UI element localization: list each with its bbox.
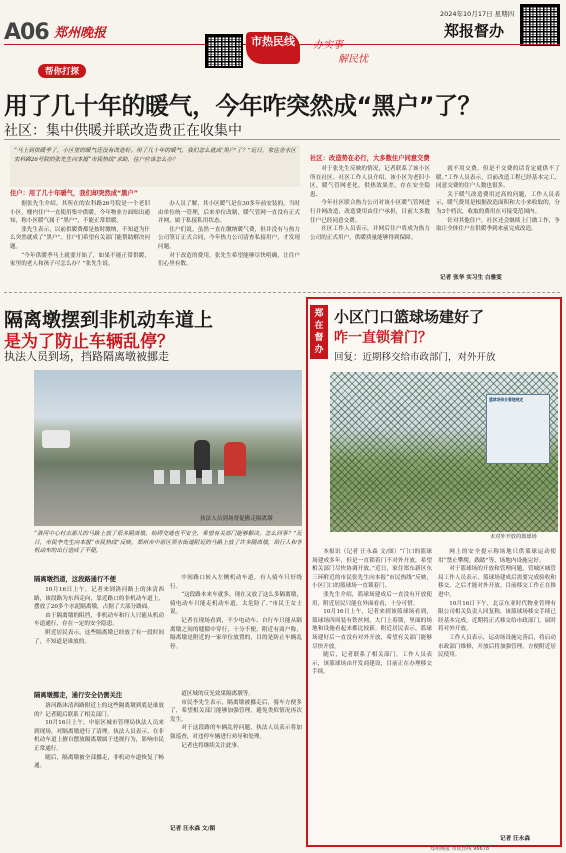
paragraph: 办人员了解，其小区暖气是在30多年前安装的，当时由单位统一管理，后来单位改制，暖气管网一直没有正式并网，属于私接私用状态。 [158,201,300,225]
paragraph: 市民李先生表示，隔离墩被挪走后，骑车方便多了，希望相关部门能够加强管理，避免类似情况再次发生。 [170,699,302,723]
column-logo: 市热民线 [246,32,300,64]
article2-subhead-2: 隔离墩挪走，通行安全仍需关注 [34,692,123,699]
article3-column-2 [438,548,556,830]
article1-title-after: 了？ [434,92,482,120]
article3-column-1 [312,548,432,838]
car-shape [42,430,70,448]
article1-title-before: 用了几十年的暖气，今年咋突然成 [4,92,357,120]
paragraph: 对于改造的费用，张先生希望能够尽快明确，让住户们心里有数。 [158,252,300,268]
paragraph: 10月16日下午，北京东亚时代物业管理有限公司相关负责人回复称，该篮球场移交手续已经基本完成，近期将正式移交给市政部门，届时将对外开放。 [438,600,556,633]
paragraph: 洛河路沐清西路附近上的这些隔离墩到底是谁放的？记者随后联系了相关部门。 [34,703,164,718]
paragraph: 对于这段路的车辆乱停问题，执法人员表示将加强巡查，对违停车辆进行劝导和处理。 [170,725,302,740]
article-divider [4,292,560,293]
article1-subhead-1: 住户：用了几十年暖气，我们却突然成“黑户” [10,190,138,197]
article2-column-1 [34,586,164,688]
paragraph: 随后，隔离墩被全部挪走，非机动车道恢复了畅通。 [34,754,164,770]
tag-char: 督 [314,333,324,343]
paragraph: 张先生表示，以前供暖费都是按时缴纳，不知道为什么突然就成了“黑户”。住户们希望有关部门能帮助解决问题。 [10,226,150,250]
article1-title-quote: “黑户” [356,92,435,120]
page-number: A06 [4,20,49,45]
help-tag: 帮你打探 [38,64,86,78]
column-slogan-1: 办实事 [313,40,343,51]
column-qr-icon [205,34,243,68]
qr-code-icon [520,4,560,46]
basketball-court-photo [330,372,558,532]
tag-char: 郑 [314,309,324,319]
article2-column-3 [34,702,164,842]
bollard-row [154,470,224,484]
article1-column-4 [436,165,560,269]
paper-logo: 郑州晚报 [54,26,107,41]
article3-title: 小区门口篮球场建好了 [334,308,485,326]
column-slogan-2: 解民忧 [338,54,368,65]
article1-title [4,86,564,121]
paragraph: 道区域的反光效果隔离墩等。 [181,691,254,697]
paragraph: 就不用交费，但是不交费的话肯定就供不了暖。”工作人员表示，目前改造工程已经基本完工，同意交费的住户人数也很多。 [436,166,560,190]
article3-title-2: 咋一直锁着门？ [334,330,432,346]
article2-subhead-1: 隔离墩挡道，这段路通行不便 [34,576,116,583]
article1-column-2 [158,200,300,288]
article2-column-2 [170,574,302,684]
rules-sign [486,394,550,464]
tag-char: 在 [314,321,324,331]
article2-lead: “洛河中心村亲那儿的马路上放了很多隔离墩，妨碍交通也不安全，希望有关部门能够解决，怎么回事？”近日，市民李先生向本报“市民热线”反映，郑州市中原区须水街道附近的马路上放了许多隔离墩，给行人和非机动车的出行造成了不便。 [34,531,302,555]
article1-column-3 [310,165,430,279]
paragraph: 据张先生介绍，其所在的农科路26号院是一个老旧小区，楼内住户一直使用集中供暖。今年物业方面贴出通知，称小区暖气属于“黑户”，不能正常供暖。 [10,201,150,225]
paragraph: 今年社区联合热力公司对该小区暖气管网进行并网改造，改造费用由住户承担，目前大多数住户已经同意交费。 [310,200,430,224]
paragraph: 对于张先生反映的情况，记者联系了该小区所在社区。社区工作人员介绍，该小区为老旧小区，暖气管网老化，供热效果差，存在安全隐患。 [310,166,430,198]
paragraph: 针对其他住户，社区还会继续上门做工作，争取让全体住户在供暖季到来前完成改造。 [436,217,560,233]
article2-title: 隔离墩摆到非机动车道上 [4,309,214,331]
supervise-tag [310,305,328,359]
paragraph: 张先生介绍，篮球场建成后一直没有开放使用，附近居民只能在外面看看，十分可惜。 [312,591,432,607]
paragraph: “这段路本来车就多，现在又放了这么多隔离墩，骑电动车只能走机动车道，太危险了。”市民王女士说。 [170,592,302,616]
paragraph: 随后，记者联系了相关部门。工作人员表示，该篮球场由开发商建设，目前正在办理移交手续。 [312,652,432,676]
rules-sign-title: 篮球场综合管理规定 [489,397,524,402]
section-title: 郑报督办 [444,22,505,40]
article1-byline: 记者 张华 实习生 白雅雯 [440,275,502,281]
article1-subtitle: 社区：集中供暖并联改造费正在收集中 [4,123,242,139]
article3-byline: 记者 汪永森 [500,836,530,842]
paragraph: 记者在现场看到，不少电动车、自行车只能从隔离墩之间的缝隙中穿行，十分不便。附近有商户称，隔离墩是附近的一家单位放置的，目的是防止车辆乱停。 [170,617,302,650]
article3-photo-caption: 未对外开放的篮球场 [490,534,537,540]
paragraph: 10月16日上午，记者来到洛河路上的沐清西路，该段路为东西走向，靠近路口的非机动车道上，摆放了20多个水泥隔离墩，占据了大部分路面。 [34,587,164,611]
article2-subtitle: 执法人员到场，挡路隔离墩被挪走 [4,350,169,363]
article2-column-4 [170,690,302,820]
article1-subhead-2: 社区：改造势在必行，大多数住户同意交费 [310,155,430,162]
paragraph: 记者也将继续关注此事。 [181,742,243,749]
paragraph: 中间路口转入左侧机动车道，有人骑车只好绕行。 [170,575,302,590]
paragraph: 对于篮球场的开放和管理问题，管城区城管局工作人员表示，篮球场建成后需要完成验收和移交，之后才能对外开放。目前移交工作正在推进中。 [438,566,556,598]
article1-lead: “马上到供暖季了，小区里的暖气还没有改造好。用了几十年的暖气，我们怎么就成‘黑户’了？”近日，家住金水区农科路26号院的张先生向本报“市民热线”求助，住户应该怎么办？ [10,145,300,187]
paragraph: 附近居民表示，这些隔离墩已经放了有一段时间了，不知道是谁放的。 [34,629,164,645]
article2-byline: 记者 汪永森 文/图 [170,826,216,832]
paragraph: 住户们说，虽然一直在缴纳暖气费，但并没有与热力公司签订正式合同，今年热力公司清查私接用户，才发现问题。 [158,226,300,250]
bollard-photo [34,370,302,526]
article1-rule [4,139,560,140]
paragraph: 10月16日上午，中原区城市管理局执法人员来到现场，对隔离墩进行了清理。执法人员表示，在非机动车道上擅自摆放隔离墩属于违规行为，影响市民正常通行。 [34,720,164,752]
article1-column-1 [10,200,150,288]
paragraph: 关于暖气改造费用过高的问题，工作人员表示，暖气费用是根据改造面积和大小来收取的，分为3个档次，收取的费用在可接受范围内。 [436,191,560,215]
paragraph: “今年供暖季马上就要开始了，如果不能正常供暖，家里的老人和孩子可怎么办？”张先生说。 [10,252,150,268]
paragraph: 10月16日上午，记者来到该篮球场看到，篮球场四周装有铁丝网，大门上着锁，里面的场地和设施看起来都比较新。附近居民表示，篮球场建好后一直没有对外开放，希望有关部门能够尽快开放。 [312,609,432,650]
article2-title-2: 是为了防止车辆乱停？ [4,332,174,352]
paragraph: 网上的安全提示称场地只供篮球运动使用“禁止攀爬、践踏”等，场地内设施完好。 [438,549,556,564]
paragraph: 由于隔离墩的阻挡，非机动车和行人只能从机动车道通行，存在一定的安全隐患。 [34,612,164,628]
person-shape [224,442,246,476]
paragraph: 本报讯（记者 汪永森 文/图）“门口的篮球场建成多年，但是一直锁着门不对外开放，希望相关部门尽快协调开放。”近日，家住郑东新区东三环附近的市民张先生向本报“市民热线”反映，小区门口的篮球场一直锁着门。 [312,549,432,590]
issue-date: 2024年10月17日 星期四 [440,10,515,18]
article3-subtitle: 回复：近期移交给市政部门，对外开放 [334,352,496,363]
paragraph: 工作人员表示，运动场设施完善后，将启动市政部门维修，开放后将加强管理，方便附近居民使用。 [438,634,556,659]
footer-note: 郑州晚报 市民热线 96678 [430,846,490,852]
paragraph: 社区工作人员表示，并网后住户将成为热力公司的正式用户，供暖质量能够得到保障。 [310,226,430,241]
article2-photo-caption: 执法人员到场督促搬走隔离墩 [200,516,273,522]
tag-char: 办 [314,345,324,355]
